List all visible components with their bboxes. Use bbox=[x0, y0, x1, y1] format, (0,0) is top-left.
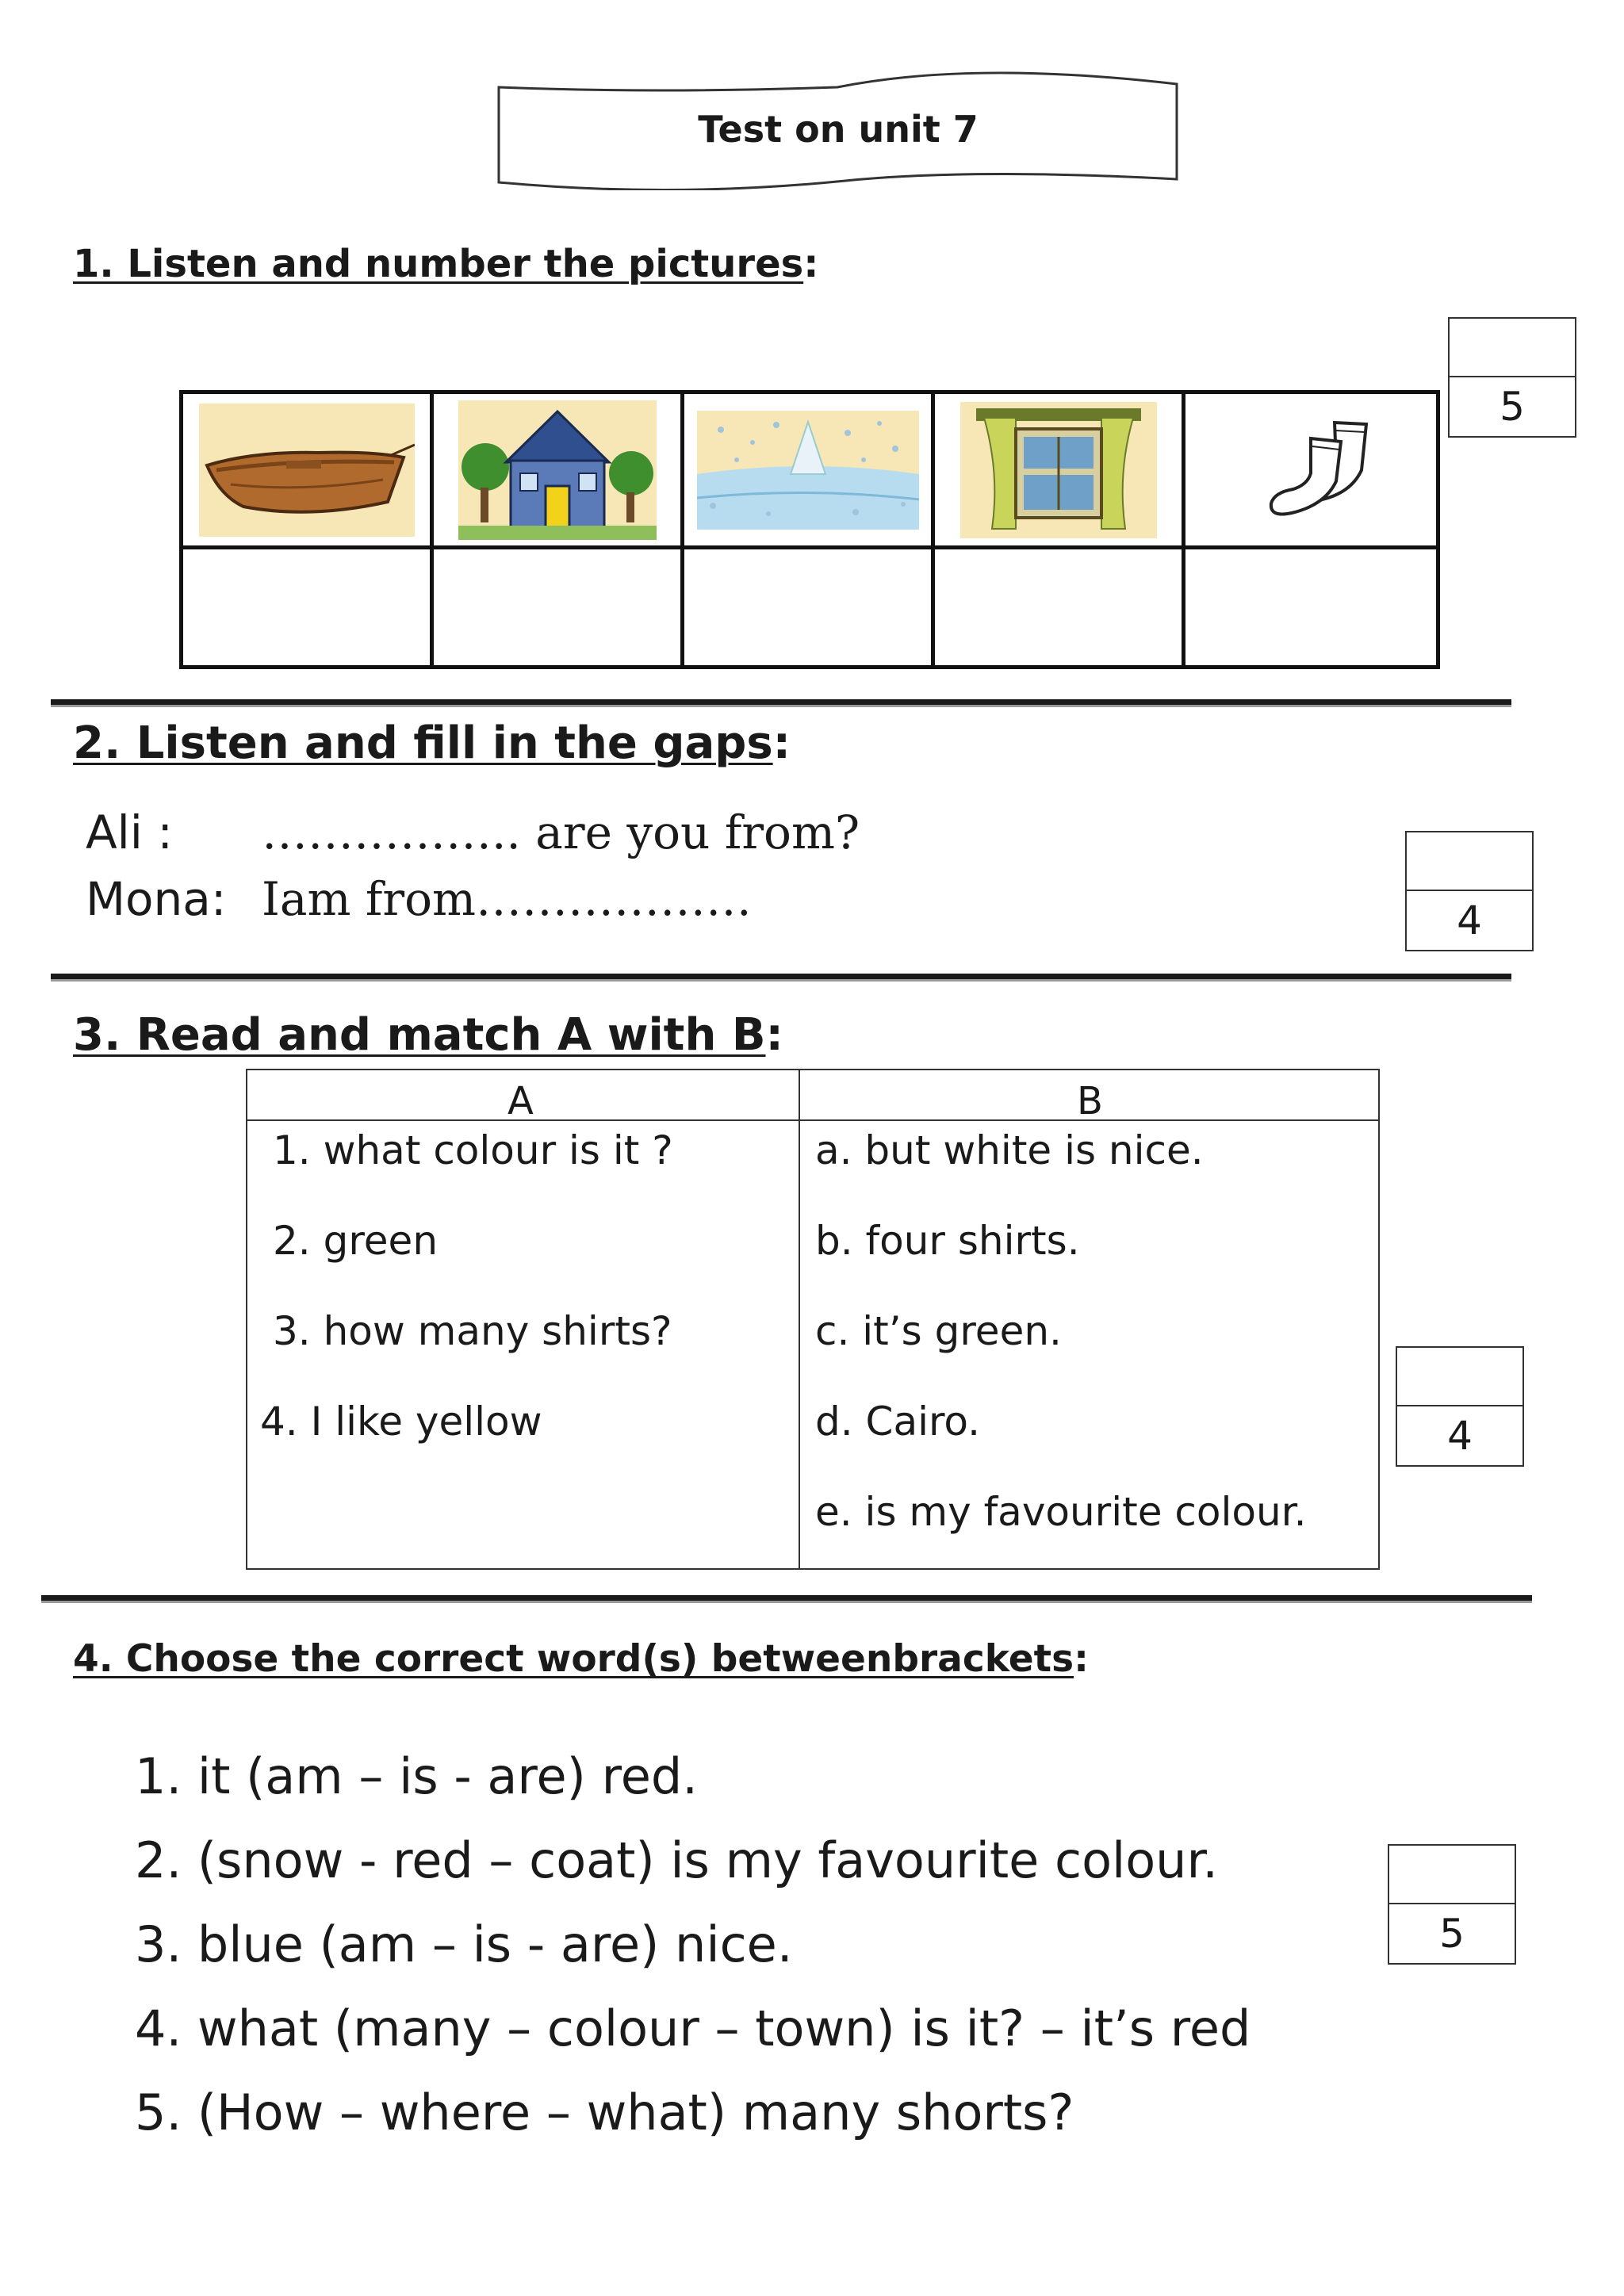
score-blank bbox=[1407, 832, 1532, 891]
answer-cell-4[interactable] bbox=[935, 549, 1185, 665]
dialogue-line-ali bbox=[86, 806, 860, 859]
choose-item: 2. (snow - red – coat) is my favourite colour. bbox=[135, 1831, 1218, 1889]
answer-cell-3[interactable] bbox=[684, 549, 935, 665]
section3-score-box bbox=[1396, 1346, 1524, 1467]
section4-heading: 4. Choose the correct word(s) betweenbrackets: bbox=[73, 1637, 1089, 1681]
section4-score-box bbox=[1388, 1844, 1516, 1965]
match-a-item: 1. what colour is it ? bbox=[273, 1127, 673, 1173]
score-blank bbox=[1450, 319, 1575, 377]
picture-table bbox=[179, 390, 1440, 669]
section-divider bbox=[51, 699, 1511, 707]
section-divider bbox=[51, 974, 1511, 982]
socks-icon bbox=[1231, 415, 1390, 526]
socks-picture bbox=[1185, 394, 1436, 549]
match-b-item: d. Cairo. bbox=[815, 1399, 981, 1445]
speaker-label: Ali : bbox=[86, 806, 173, 859]
section1-score-box bbox=[1448, 317, 1576, 438]
match-b-item: a. but white is nice. bbox=[815, 1127, 1204, 1173]
section1-heading: 1. Listen and number the pictures: bbox=[73, 242, 819, 286]
choose-item: 4. what (many – colour – town) is it? – it’s red bbox=[135, 1999, 1251, 2057]
section-divider bbox=[41, 1595, 1532, 1603]
window-picture bbox=[935, 394, 1185, 549]
score-value: 4 bbox=[1447, 1413, 1473, 1459]
column-a-header: A bbox=[508, 1079, 534, 1123]
score-value: 5 bbox=[1439, 1911, 1465, 1957]
dialogue-text[interactable]: …………….. are you from? bbox=[262, 806, 860, 859]
match-header-row bbox=[247, 1070, 1378, 1121]
match-b-item: e. is my favourite colour. bbox=[815, 1489, 1307, 1535]
snow-picture bbox=[684, 394, 935, 549]
section3-heading: 3. Read and match A with B: bbox=[73, 1009, 783, 1061]
choose-item: 5. (How – where – what) many shorts? bbox=[135, 2084, 1074, 2141]
choose-item: 1. it (am – is - are) red. bbox=[135, 1747, 698, 1805]
boat-icon bbox=[199, 404, 415, 537]
answer-cell-1[interactable] bbox=[183, 549, 434, 665]
house-icon bbox=[458, 400, 657, 540]
title-banner bbox=[496, 70, 1180, 190]
dialogue-text[interactable]: Iam from……………… bbox=[262, 872, 753, 926]
answer-cell-2[interactable] bbox=[434, 549, 684, 665]
choose-item: 3. blue (am – is - are) nice. bbox=[135, 1915, 793, 1973]
score-blank bbox=[1397, 1348, 1522, 1406]
match-a-item: 4. I like yellow bbox=[260, 1399, 542, 1445]
column-b-header: B bbox=[1077, 1079, 1103, 1123]
match-b-item: c. it’s green. bbox=[815, 1308, 1062, 1354]
answer-cell-5[interactable] bbox=[1185, 549, 1436, 665]
column-divider bbox=[799, 1070, 800, 1568]
match-table bbox=[246, 1069, 1380, 1570]
match-a-item: 3. how many shirts? bbox=[273, 1308, 672, 1354]
speaker-label: Mona: bbox=[86, 872, 227, 926]
page-title: Test on unit 7 bbox=[698, 108, 979, 151]
match-b-item: b. four shirts. bbox=[815, 1218, 1080, 1264]
window-icon bbox=[960, 402, 1157, 538]
boat-picture bbox=[183, 394, 434, 549]
score-value: 4 bbox=[1457, 897, 1482, 943]
dialogue-line-mona bbox=[86, 872, 752, 926]
house-picture bbox=[434, 394, 684, 549]
section2-heading: 2. Listen and fill in the gaps: bbox=[73, 718, 791, 769]
score-blank bbox=[1389, 1846, 1515, 1904]
section2-score-box bbox=[1405, 831, 1534, 951]
snow-icon bbox=[697, 411, 919, 530]
score-value: 5 bbox=[1500, 384, 1525, 430]
match-a-item: 2. green bbox=[273, 1218, 439, 1264]
